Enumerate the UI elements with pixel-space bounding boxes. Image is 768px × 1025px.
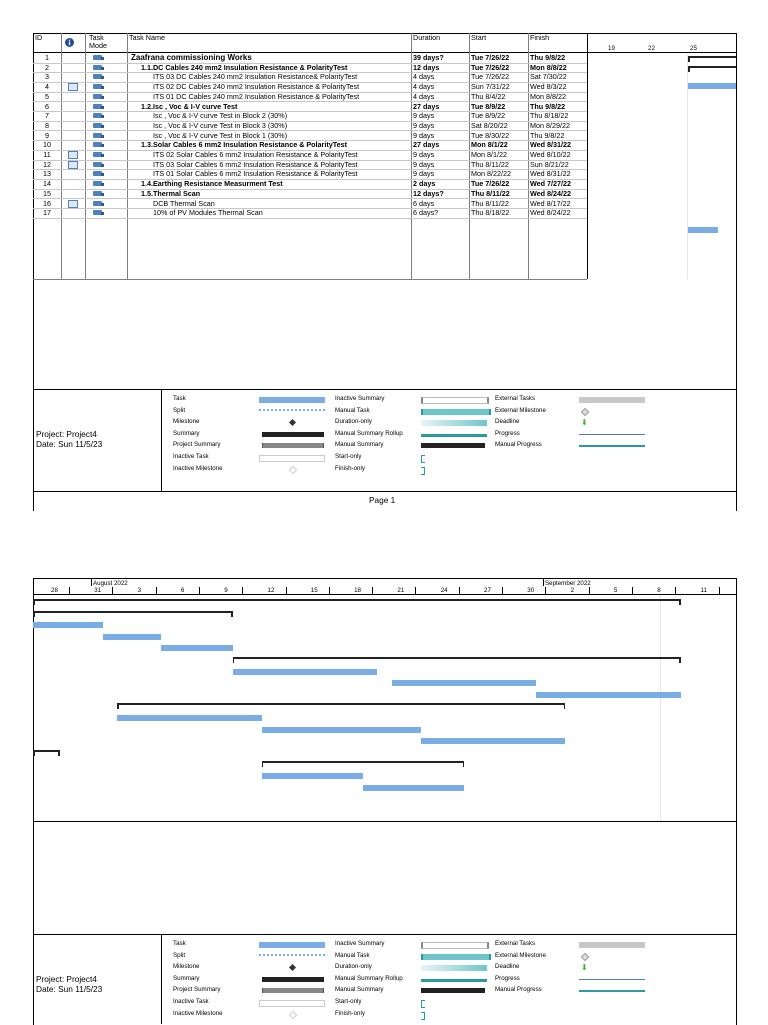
day-tick-label: 15	[310, 587, 318, 594]
legend-swatch-split	[259, 954, 325, 959]
legend-swatch-manual-summary-rollup	[421, 432, 487, 437]
legend-label-manual-summary-rollup: Manual Summary Rollup	[335, 974, 403, 982]
task-duration[interactable]: 12 days?	[413, 188, 444, 198]
auto-scheduled-icon	[93, 162, 102, 167]
legend-swatch-manual-progress	[579, 443, 645, 447]
auto-scheduled-icon	[93, 123, 102, 128]
task-id: 4	[45, 82, 49, 92]
day-tick-label: 8	[657, 587, 661, 594]
note-icon[interactable]	[68, 200, 78, 208]
col-sep	[587, 33, 588, 279]
task-finish[interactable]: Thu 8/18/22	[530, 111, 569, 121]
legend-swatch-inactive-milestone	[259, 1012, 296, 1018]
task-name[interactable]: ITS 03 DC Cables 240 mm2 Insulation Resistance& PolarityTest	[153, 72, 358, 82]
task-id: 11	[43, 150, 51, 159]
legend-label-split: Split	[173, 951, 186, 959]
day-tick	[502, 587, 503, 594]
legend-top-rule	[33, 389, 736, 390]
summary-bar[interactable]	[33, 611, 233, 613]
auto-scheduled-icon	[93, 55, 102, 60]
legend-swatch-inactive-summary	[421, 397, 489, 404]
task-finish[interactable]: Mon 8/29/22	[530, 120, 570, 130]
task-finish[interactable]: Wed 8/24/22	[530, 208, 571, 218]
task-duration[interactable]: 9 days	[413, 130, 435, 140]
legend-label-start-only: Start-only	[335, 998, 362, 1005]
summary-bar[interactable]	[233, 657, 681, 659]
legend-label-progress: Progress	[495, 974, 520, 982]
auto-scheduled-icon	[93, 74, 102, 79]
legend-label-project-summary: Project Summary	[173, 986, 221, 994]
auto-scheduled-icon	[93, 210, 102, 215]
auto-scheduled-icon	[93, 191, 102, 196]
legend-swatch-start-only	[421, 1000, 425, 1008]
month-sep	[543, 579, 544, 586]
legend-label-external-tasks: External Tasks	[495, 395, 536, 402]
task-duration[interactable]: 12 days	[413, 62, 440, 72]
task-id: 3	[45, 72, 49, 82]
note-icon[interactable]	[68, 83, 78, 91]
legend-swatch-manual-summary-rollup	[421, 977, 487, 982]
task-name[interactable]: 1.5.Thermal Scan	[141, 188, 201, 198]
legend-swatch-finish-only	[421, 1012, 425, 1020]
legend-swatch-manual-task	[421, 409, 491, 415]
task-name[interactable]: Isc , Voc & I-V curve Test in Block 3 (30%)	[153, 120, 288, 130]
task-name[interactable]: 1.1.DC Cables 240 mm2 Insulation Resistance & PolarityTest	[141, 62, 348, 72]
task-start[interactable]: Thu 8/4/22	[471, 91, 506, 101]
table-row[interactable]	[33, 208, 587, 219]
legend-label-progress: Progress	[495, 429, 520, 437]
legend-label-inactive-milestone: Inactive Milestone	[173, 464, 223, 472]
legend-label-inactive-summary: Inactive Summary	[335, 940, 385, 947]
project-date: Date: Sun 11/5/23	[36, 984, 103, 994]
task-start[interactable]: Thu 8/11/22	[471, 159, 509, 169]
legend-divider	[161, 934, 162, 1024]
day-tick	[242, 587, 243, 594]
legend-label-external-tasks: External Tasks	[495, 940, 536, 947]
chart-gridline	[660, 595, 661, 821]
task-duration[interactable]: 27 days	[413, 101, 440, 111]
task-id: 17	[43, 208, 51, 218]
day-tick	[719, 587, 720, 594]
info-icon[interactable]	[65, 38, 74, 49]
task-duration[interactable]: 2 days	[413, 179, 436, 189]
day-tick-label: 12	[267, 587, 275, 594]
project-info	[36, 974, 102, 994]
auto-scheduled-icon	[93, 181, 102, 186]
task-bar[interactable]	[33, 622, 103, 628]
timescale-bottom	[33, 594, 736, 595]
legend-swatch-start-only	[421, 455, 425, 463]
col-name-header[interactable]: Task Name	[129, 33, 165, 42]
legend-swatch-manual-progress	[579, 988, 645, 992]
legend	[173, 942, 733, 1022]
timescale-label: 19	[608, 45, 615, 52]
legend-label-manual-task: Manual Task	[335, 951, 370, 959]
day-tick-label: 21	[397, 587, 405, 594]
summary-bar[interactable]	[33, 599, 681, 601]
legend-label-deadline: Deadline	[495, 418, 520, 426]
legend-label-external-milestone: External Milestone	[495, 406, 546, 414]
legend-swatch-inactive-task	[259, 455, 325, 462]
legend-swatch-duration-only	[421, 965, 487, 971]
summary-bar[interactable]	[33, 750, 60, 752]
day-tick	[589, 587, 590, 594]
task-start[interactable]: Thu 8/11/22	[471, 188, 510, 198]
legend-swatch-summary	[259, 977, 324, 982]
legend-swatch-split	[259, 409, 325, 414]
task-start[interactable]: Sat 8/20/22	[471, 120, 508, 130]
legend-divider	[161, 389, 162, 491]
legend-label-deadline: Deadline	[495, 963, 520, 971]
legend	[173, 397, 733, 487]
task-finish[interactable]: Wed 8/31/22	[530, 169, 571, 179]
task-bar[interactable]	[421, 738, 566, 744]
task-bar[interactable]	[262, 727, 421, 733]
legend-label-start-only: Start-only	[335, 453, 362, 460]
task-id: 6	[45, 101, 49, 111]
legend-swatch-duration-only	[421, 420, 487, 426]
summary-bar[interactable]	[117, 703, 565, 705]
legend-swatch-deadline: ⬇	[581, 418, 588, 428]
col-start-header[interactable]: Start	[471, 33, 487, 42]
auto-scheduled-icon	[93, 84, 102, 89]
gantt-page-1	[33, 33, 736, 511]
legend-label-manual-summary: Manual Summary	[335, 986, 384, 994]
legend-swatch-finish-only	[421, 467, 425, 475]
legend-swatch-milestone	[259, 965, 295, 970]
day-tick	[632, 587, 633, 594]
legend-label-project-summary: Project Summary	[173, 441, 221, 449]
legend-swatch-manual-summary	[421, 988, 485, 993]
day-tick	[286, 587, 287, 594]
task-bar[interactable]	[262, 773, 363, 779]
summary-bar-1[interactable]	[688, 56, 736, 58]
task-finish[interactable]: Thu 9/8/22	[530, 101, 566, 111]
task-duration[interactable]: 27 days	[413, 140, 440, 150]
legend-swatch-task	[259, 397, 325, 403]
legend-swatch-external-tasks	[579, 397, 645, 403]
task-start[interactable]: Thu 8/11/22	[471, 198, 509, 208]
legend-label-inactive-task: Inactive Task	[173, 998, 209, 1005]
legend-label-finish-only: Finish-only	[335, 1009, 365, 1017]
task-id: 15	[43, 188, 51, 198]
task-duration[interactable]: 4 days	[413, 72, 435, 82]
legend-swatch-progress	[579, 432, 645, 436]
project-name: Project: Project4	[36, 429, 97, 439]
day-tick	[545, 587, 546, 594]
note-icon[interactable]	[68, 151, 78, 159]
task-id: 5	[45, 91, 49, 101]
task-duration[interactable]: 4 days	[413, 82, 435, 92]
task-bar[interactable]	[103, 634, 161, 640]
task-bar[interactable]	[117, 715, 262, 721]
task-name[interactable]: Isc , Voc & I-V curve Test in Block 2 (30%)	[153, 111, 288, 121]
task-duration[interactable]: 9 days	[413, 159, 435, 169]
task-name[interactable]: ITS 01 Solar Cables 6 mm2 Insulation Resistance & PolarityTest	[153, 169, 358, 179]
day-tick-label: 28	[51, 587, 58, 594]
legend-label-external-milestone: External Milestone	[495, 951, 546, 959]
auto-scheduled-icon	[93, 142, 102, 147]
legend-swatch-summary	[259, 432, 324, 437]
day-tick	[459, 587, 460, 594]
task-bar[interactable]	[392, 680, 537, 686]
auto-scheduled-icon	[93, 152, 102, 157]
task-duration[interactable]: 9 days	[413, 150, 435, 159]
legend-label-summary: Summary	[173, 429, 200, 437]
task-start[interactable]: Tue 8/9/22	[471, 111, 506, 121]
task-name[interactable]: ITS 02 DC Cables 240 mm2 Insulation Resistance & PolarityTest	[153, 82, 360, 92]
legend-label-summary: Summary	[173, 974, 200, 982]
legend-swatch-manual-task	[421, 954, 491, 960]
task-finish[interactable]: Wed 8/10/22	[530, 150, 571, 159]
day-tick-label: 11	[700, 587, 707, 594]
task-bar[interactable]	[363, 785, 464, 791]
task-id: 14	[43, 179, 51, 189]
task-id: 7	[45, 111, 49, 121]
legend-swatch-inactive-summary	[421, 942, 489, 949]
project-info	[36, 429, 102, 449]
day-tick	[112, 587, 113, 594]
project-date: Date: Sun 11/5/23	[36, 439, 103, 449]
legend-swatch-task	[259, 942, 325, 948]
col-duration-header[interactable]: Duration	[413, 33, 441, 42]
task-name[interactable]: ITS 01 DC Cables 240 mm2 Insulation Resistance & PolarityTest	[153, 91, 360, 101]
task-duration[interactable]: 4 days	[413, 91, 435, 101]
legend-label-manual-task: Manual Task	[335, 406, 370, 414]
note-icon[interactable]	[68, 161, 78, 169]
auto-scheduled-icon	[93, 113, 102, 118]
chart-bottom	[33, 821, 736, 822]
day-tick-label: 5	[613, 587, 618, 594]
task-duration[interactable]: 9 days	[413, 111, 435, 121]
task-bar[interactable]	[161, 645, 233, 651]
legend-swatch-project-summary	[259, 988, 324, 993]
legend-swatch-inactive-task	[259, 1000, 325, 1007]
day-tick-label: 9	[224, 587, 228, 594]
legend-label-milestone: Milestone	[173, 963, 200, 971]
task-start[interactable]: Tue 8/9/22	[471, 101, 506, 111]
day-tick-label: 30	[527, 587, 535, 594]
task-finish[interactable]: Sun 8/21/22	[530, 159, 569, 169]
task-name[interactable]: DCB Thermal Scan	[153, 198, 215, 208]
task-start[interactable]: Tue 7/26/22	[471, 179, 510, 189]
task-id: 10	[43, 140, 51, 150]
task-finish[interactable]: Sat 7/30/22	[530, 72, 567, 82]
auto-scheduled-icon	[93, 201, 102, 206]
legend-label-inactive-task: Inactive Task	[173, 453, 209, 460]
task-start[interactable]: Mon 8/1/22	[471, 150, 507, 159]
summary-bar-1-cap	[688, 56, 690, 62]
auto-scheduled-icon	[93, 65, 102, 70]
task-duration[interactable]: 9 days	[413, 120, 435, 130]
task-id: 16	[43, 198, 51, 208]
task-name[interactable]: 1.4.Earthing Resistance Measurment Test	[141, 179, 283, 189]
task-start[interactable]: Mon 8/1/22	[471, 140, 508, 150]
legend-top-rule	[33, 934, 736, 935]
task-duration[interactable]: 39 days?	[413, 53, 444, 62]
task-start[interactable]: Tue 7/26/22	[471, 62, 510, 72]
task-start[interactable]: Tue 7/26/22	[471, 72, 510, 82]
task-bar[interactable]	[536, 692, 681, 698]
task-start[interactable]: Tue 8/30/22	[471, 130, 510, 140]
gantt-page-2	[33, 578, 736, 1024]
legend-label-finish-only: Finish-only	[335, 464, 365, 472]
task-finish[interactable]: Thu 9/8/22	[530, 53, 566, 62]
task-id: 2	[45, 62, 49, 72]
legend-label-manual-summary-rollup: Manual Summary Rollup	[335, 429, 403, 437]
task-finish[interactable]: Wed 7/27/22	[530, 179, 572, 189]
col-id-header[interactable]: ID	[35, 33, 43, 42]
day-tick	[199, 587, 200, 594]
legend-label-manual-progress: Manual Progress	[495, 441, 542, 449]
page-number: Page 1	[369, 495, 396, 505]
task-id: 8	[45, 120, 49, 130]
timescale-label: 22	[648, 45, 655, 52]
task-name[interactable]: 1.3.Solar Cables 6 mm2 Insulation Resistance & PolarityTest	[141, 140, 347, 150]
task-id: 12	[43, 159, 51, 169]
task-name[interactable]: ITS 02 Solar Cables 6 mm2 Insulation Resistance & PolarityTest	[153, 150, 358, 159]
legend-swatch-inactive-milestone	[259, 467, 296, 473]
summary-bar-2-cap	[688, 66, 690, 72]
day-tick-label: 27	[484, 587, 491, 594]
legend-swatch-milestone	[259, 420, 295, 425]
legend-label-inactive-summary: Inactive Summary	[335, 395, 385, 402]
col-finish-header[interactable]: Finish	[530, 33, 550, 42]
task-finish[interactable]: Mon 8/8/22	[530, 62, 567, 72]
legend-swatch-deadline: ⬇	[581, 963, 588, 973]
table-header	[33, 33, 736, 53]
task-bar-14[interactable]	[688, 227, 718, 233]
legend-swatch-project-summary	[259, 443, 324, 448]
task-bar-3[interactable]	[688, 83, 736, 89]
task-start[interactable]: Tue 7/26/22	[471, 53, 510, 62]
task-id: 13	[43, 169, 51, 179]
task-name[interactable]: 10% of PV Modules Thermal Scan	[153, 208, 263, 218]
day-tick	[156, 587, 157, 594]
day-tick-label: 3	[137, 587, 142, 594]
day-tick-label: 6	[180, 587, 185, 594]
task-finish[interactable]: Mon 8/8/22	[530, 91, 566, 101]
day-tick-label: 24	[440, 587, 448, 594]
legend-label-task: Task	[173, 940, 186, 947]
legend-swatch-manual-summary	[421, 443, 485, 448]
day-tick	[69, 587, 70, 594]
day-tick	[372, 587, 373, 594]
month-sep	[91, 579, 92, 586]
legend-label-task: Task	[173, 395, 186, 402]
day-tick	[675, 587, 676, 594]
task-duration[interactable]: 9 days	[413, 169, 435, 179]
task-finish[interactable]: Wed 8/3/22	[530, 82, 567, 92]
table-bottom	[33, 279, 587, 280]
legend-label-split: Split	[173, 406, 186, 414]
legend-swatch-external-tasks	[579, 942, 645, 948]
auto-scheduled-icon	[93, 133, 102, 138]
legend-label-inactive-milestone: Inactive Milestone	[173, 1009, 223, 1017]
legend-swatch-progress	[579, 977, 645, 981]
task-finish[interactable]: Wed 8/24/22	[530, 188, 572, 198]
task-duration[interactable]: 6 days	[413, 198, 435, 208]
task-name[interactable]: Isc , Voc & I-V curve Test in Block 1 (30%)	[153, 130, 288, 140]
legend-swatch-external-milestone	[579, 409, 588, 415]
legend-label-duration-only: Duration-only	[335, 963, 372, 971]
legend-swatch-external-milestone	[579, 954, 588, 960]
task-id: 1	[45, 53, 49, 62]
project-name: Project: Project4	[36, 974, 97, 984]
task-finish[interactable]: Wed 8/31/22	[530, 140, 572, 150]
legend-bottom-rule	[33, 491, 736, 492]
auto-scheduled-icon	[93, 104, 102, 109]
task-finish[interactable]: Thu 9/8/22	[530, 130, 565, 140]
month-label: August 2022	[93, 580, 128, 587]
task-duration[interactable]: 6 days?	[413, 208, 439, 218]
task-id: 9	[45, 130, 49, 140]
task-finish[interactable]: Wed 8/17/22	[530, 198, 571, 208]
task-start[interactable]: Sun 7/31/22	[471, 82, 510, 92]
task-name[interactable]: ITS 03 Solar Cables 6 mm2 Insulation Resistance & PolarityTest	[153, 159, 358, 169]
task-name[interactable]: 1.2.Isc , Voc & I-V curve Test	[141, 101, 238, 111]
auto-scheduled-icon	[93, 94, 102, 99]
legend-label-milestone: Milestone	[173, 418, 200, 426]
col-mode-header[interactable]: Task Mode	[89, 33, 107, 50]
summary-bar[interactable]	[262, 761, 464, 763]
day-tick	[415, 587, 416, 594]
day-tick-label: 18	[354, 587, 361, 594]
legend-label-manual-progress: Manual Progress	[495, 986, 542, 994]
auto-scheduled-icon	[93, 171, 102, 176]
day-tick-label: 31	[94, 587, 102, 594]
summary-bar-2[interactable]	[688, 66, 736, 68]
month-label: September 2022	[545, 580, 591, 587]
task-start[interactable]: Mon 8/22/22	[471, 169, 511, 179]
task-name[interactable]: Zaafrana commissioning Works	[131, 53, 252, 62]
timescale-label: 25	[690, 45, 697, 52]
day-tick	[329, 587, 330, 594]
legend-label-manual-summary: Manual Summary	[335, 441, 384, 449]
task-start[interactable]: Thu 8/18/22	[471, 208, 510, 218]
day-tick-label: 2	[570, 587, 575, 594]
legend-label-duration-only: Duration-only	[335, 418, 372, 426]
task-bar[interactable]	[233, 669, 378, 675]
